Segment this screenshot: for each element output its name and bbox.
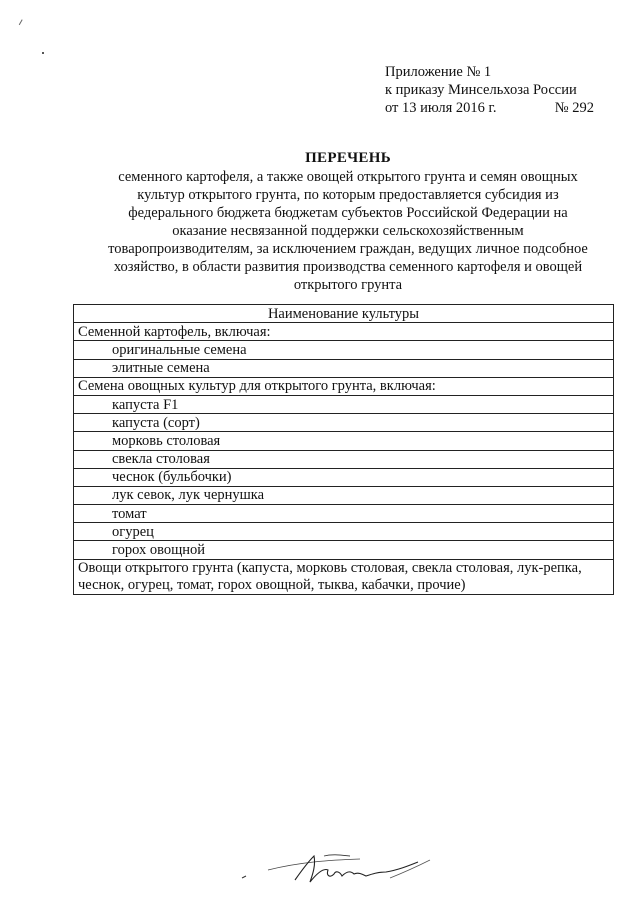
table-row xyxy=(74,323,614,341)
table-cell: элитные семена xyxy=(74,359,614,377)
table-row xyxy=(74,341,614,359)
table-cell: оригинальные семена xyxy=(74,341,614,359)
table-cell: морковь столовая xyxy=(74,432,614,450)
subtitle-line: хозяйство, в области развития производства семенного картофеля и овощей xyxy=(113,259,583,275)
table-row xyxy=(74,486,614,504)
table-row xyxy=(74,414,614,432)
crops-table xyxy=(73,304,614,595)
table-cell: огурец xyxy=(74,523,614,541)
table-cell: Овощи открытого грунта (капуста, морковь столовая, свекла столовая, лук-репка, чеснок, огурец, томат, горох овощной, тыква, кабачки, прочие) xyxy=(74,559,614,594)
document-title: ПЕРЕЧЕНЬ xyxy=(305,150,391,166)
subtitle-line: семенного картофеля, а также овощей открытого грунта и семян овощных xyxy=(118,169,578,185)
table-row xyxy=(74,541,614,559)
table-cell: свекла столовая xyxy=(74,450,614,468)
subtitle-line: федерального бюджета бюджетам субъектов Российской Федерации на xyxy=(128,205,568,221)
appendix-line-2: к приказу Минсельхоза России xyxy=(385,82,577,98)
table-cell: лук севок, лук чернушка xyxy=(74,486,614,504)
appendix-block xyxy=(385,63,605,117)
subtitle-line: культур открытого грунта, по которым предоставляется субсидия из xyxy=(137,187,559,203)
appendix-date: от 13 июля 2016 г. xyxy=(385,100,497,116)
table-header-row xyxy=(74,305,614,323)
table-cell: томат xyxy=(74,505,614,523)
signature-image xyxy=(240,848,440,888)
table-cell: капуста (сорт) xyxy=(74,414,614,432)
subtitle-line: оказание несвязанной поддержки сельскохозяйственным xyxy=(172,223,524,239)
table-row xyxy=(74,523,614,541)
table-cell: Семена овощных культур для открытого грунта, включая: xyxy=(74,377,614,395)
table-cell: горох овощной xyxy=(74,541,614,559)
appendix-line-1: Приложение № 1 xyxy=(385,64,492,80)
table-row xyxy=(74,377,614,395)
subtitle-line: открытого грунта xyxy=(293,277,403,293)
table-row xyxy=(74,359,614,377)
table-cell: Семенной картофель, включая: xyxy=(74,323,614,341)
scan-dot xyxy=(42,52,44,54)
table-row xyxy=(74,450,614,468)
table-row xyxy=(74,505,614,523)
table-row xyxy=(74,395,614,413)
appendix-date-line xyxy=(385,99,594,117)
table-header: Наименование культуры xyxy=(74,305,614,323)
table-row xyxy=(74,432,614,450)
table-row xyxy=(74,468,614,486)
subtitle-line: товаропроизводителям, за исключением граждан, ведущих личное подсобное xyxy=(108,241,588,257)
document-subtitle xyxy=(60,168,636,294)
table-cell: чеснок (бульбочки) xyxy=(74,468,614,486)
scan-mark xyxy=(19,19,25,26)
appendix-number: № 292 xyxy=(554,100,594,116)
table-row xyxy=(74,559,614,594)
table-cell: капуста F1 xyxy=(74,395,614,413)
